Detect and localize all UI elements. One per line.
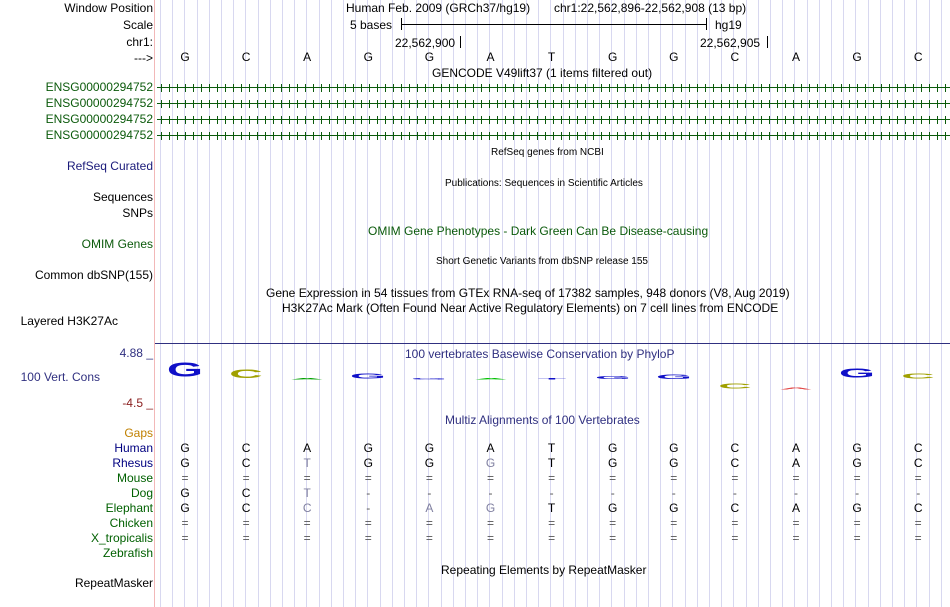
alignment-base: - <box>732 486 737 500</box>
gencode-gene-1[interactable] <box>157 84 950 92</box>
scale-bar-right-tick <box>706 18 707 30</box>
alignment-base: G <box>669 501 679 515</box>
alignment-base: G <box>669 441 679 455</box>
alignment-base: G <box>608 501 618 515</box>
alignment-base: C <box>913 501 923 515</box>
alignment-base: = <box>425 516 433 530</box>
alignment-base: C <box>241 486 251 500</box>
species-label[interactable]: X_tropicalis <box>90 531 153 545</box>
label-sequences[interactable]: Sequences <box>92 190 153 204</box>
alignment-base: = <box>364 531 372 545</box>
gencode-gene-3[interactable] <box>157 116 950 124</box>
alignment-base: = <box>181 516 189 530</box>
alignment-base: = <box>303 471 311 485</box>
phylop-track-title: 100 vertebrates Basewise Conservation by PhyloP <box>405 347 675 361</box>
species-label[interactable]: Human <box>114 441 153 455</box>
base-letter: G <box>669 50 679 64</box>
alignment-base: = <box>670 531 678 545</box>
coord-label-2: 22,562,905 <box>700 36 761 50</box>
alignment-base: C <box>302 501 312 515</box>
alignment-base: A <box>791 456 800 470</box>
base-letter: G <box>363 50 373 64</box>
alignment-base: T <box>547 441 556 455</box>
label-omim-genes[interactable]: OMIM Genes <box>81 237 153 251</box>
alignment-base: - <box>549 486 554 500</box>
alignment-base: = <box>364 471 372 485</box>
alignment-base: A <box>791 441 800 455</box>
scale-bases-label: 5 bases <box>350 18 393 32</box>
alignment-base: C <box>241 456 251 470</box>
alignment-base: = <box>914 516 922 530</box>
alignment-base: G <box>852 501 862 515</box>
label-gaps[interactable]: Gaps <box>124 426 153 440</box>
alignment-base: C <box>730 456 740 470</box>
alignment-base: - <box>610 486 615 500</box>
alignment-base: G <box>669 456 679 470</box>
alignment-base: = <box>731 531 739 545</box>
conservation-letter: G <box>655 373 692 381</box>
label-cons-min: -4.5 _ <box>122 396 153 410</box>
conservation-letter: G <box>411 377 448 381</box>
conservation-letter: G <box>167 357 203 381</box>
species-label[interactable]: Chicken <box>109 516 153 530</box>
label-gencode-4[interactable]: ENSG00000294752 <box>45 128 153 142</box>
alignment-base: T <box>303 456 311 470</box>
alignment-base: = <box>486 471 494 485</box>
alignment-base: G <box>180 456 190 470</box>
alignment-base: A <box>425 501 434 515</box>
alignment-base: = <box>914 531 922 545</box>
alignment-base: G <box>608 441 618 455</box>
conservation-letter: A <box>779 387 813 391</box>
alignment-base: A <box>486 441 495 455</box>
alignment-base: = <box>425 471 433 485</box>
gencode-gene-2[interactable] <box>157 100 950 108</box>
alignment-base: - <box>366 486 371 500</box>
alignment-base: = <box>670 471 678 485</box>
conservation-letter: C <box>901 372 935 381</box>
label-window-position[interactable]: Window Position <box>64 1 153 15</box>
alignment-base: = <box>731 516 739 530</box>
species-label[interactable]: Zebrafish <box>102 546 153 560</box>
alignment-base: T <box>547 501 556 515</box>
label-divider <box>154 0 155 607</box>
alignment-base: = <box>486 516 494 530</box>
species-label[interactable]: Rhesus <box>112 456 153 470</box>
conservation-letter: T <box>537 377 566 381</box>
alignment-base: G <box>363 441 373 455</box>
assembly-name: Human Feb. 2009 (GRCh37/hg19) <box>346 1 531 15</box>
conservation-letter: C <box>718 382 752 391</box>
alignment-base: = <box>364 516 372 530</box>
alignment-base: = <box>181 531 189 545</box>
alignment-base: = <box>486 531 494 545</box>
alignment-base: C <box>730 441 740 455</box>
alignment-base: G <box>180 441 190 455</box>
label-gencode-1[interactable]: ENSG00000294752 <box>45 80 153 94</box>
base-letter: G <box>424 50 435 64</box>
alignment-base: = <box>731 471 739 485</box>
alignment-base: G <box>852 456 862 470</box>
base-letter: C <box>913 50 923 64</box>
coord-tick-1 <box>460 36 461 48</box>
alignment-base: - <box>794 486 798 500</box>
alignment-base: = <box>548 516 556 530</box>
h3k27ac-track-title: H3K27Ac Mark (Often Found Near Active Regulatory Elements) on 7 cell lines from ENCODE <box>282 301 779 315</box>
alignment-base: C <box>241 501 251 515</box>
label-common-dbsnp[interactable]: Common dbSNP(155) <box>34 268 153 282</box>
label-strand-arrow[interactable]: ---> <box>134 51 153 65</box>
alignment-base: = <box>181 471 189 485</box>
alignment-base: = <box>242 471 250 485</box>
base-letter: C <box>241 50 251 64</box>
species-label[interactable]: Elephant <box>105 501 153 515</box>
base-letter: G <box>852 50 862 64</box>
label-layered-h3k27ac[interactable]: Layered H3K27Ac <box>20 314 118 328</box>
alignment-base: - <box>855 486 860 500</box>
publications-track-title: Publications: Sequences in Scientific Articles <box>445 178 643 189</box>
alignment-base: G <box>608 456 618 470</box>
alignment-base: A <box>303 441 312 455</box>
conservation-letter: A <box>473 377 508 381</box>
alignment-base: G <box>485 501 496 515</box>
conservation-letter: A <box>290 377 324 381</box>
label-repeatmasker[interactable]: RepeatMasker <box>74 576 153 590</box>
coord-tick-2 <box>767 36 768 48</box>
alignment-base: = <box>548 471 556 485</box>
dbsnp-track-title: Short Genetic Variants from dbSNP release 155 <box>436 256 648 267</box>
alignment-base: G <box>485 456 496 470</box>
base-letter: G <box>180 50 190 64</box>
alignment-base: G <box>180 501 190 515</box>
gencode-gene-4[interactable] <box>157 132 950 140</box>
omim-track-title: OMIM Gene Phenotypes - Dark Green Can Be Disease-causing <box>368 224 709 238</box>
label-refseq-curated[interactable]: RefSeq Curated <box>66 159 153 173</box>
alignment-base: = <box>914 471 922 485</box>
alignment-base: = <box>425 531 433 545</box>
alignment-base: G <box>424 456 435 470</box>
label-gencode-2[interactable]: ENSG00000294752 <box>45 96 153 110</box>
species-label[interactable]: Mouse <box>116 471 153 485</box>
label-cons-max: 4.88 _ <box>119 346 153 360</box>
alignment-base: = <box>609 471 617 485</box>
label-gencode-3[interactable]: ENSG00000294752 <box>45 112 153 126</box>
repeatmasker-track-title: Repeating Elements by RepeatMasker <box>441 563 647 577</box>
label-scale[interactable]: Scale <box>122 18 153 32</box>
alignment-base: = <box>303 531 311 545</box>
refseq-track-title: RefSeq genes from NCBI <box>491 147 604 158</box>
alignment-base: - <box>366 501 371 515</box>
alignment-base: C <box>913 441 923 455</box>
conservation-letter: G <box>350 372 387 381</box>
alignment-base: = <box>853 471 861 485</box>
alignment-base: T <box>547 456 556 470</box>
species-label[interactable]: Dog <box>130 486 153 500</box>
alignment-base: G <box>424 441 435 455</box>
base-letter: T <box>547 50 556 64</box>
alignment-base: G <box>363 456 373 470</box>
base-letter: A <box>791 50 800 64</box>
conservation-letter: C <box>229 366 263 381</box>
window-position-value: chr1:22,562,896-22,562,908 (13 bp) <box>554 1 747 15</box>
alignment-base: - <box>671 486 676 500</box>
scale-bar-left-tick <box>401 18 402 30</box>
alignment-base: A <box>791 501 800 515</box>
coord-label-1: 22,562,900 <box>395 36 456 50</box>
alignment-base: = <box>242 516 250 530</box>
alignment-base: = <box>303 516 311 530</box>
alignment-base: = <box>609 531 617 545</box>
alignment-base: = <box>242 531 250 545</box>
alignment-base: = <box>670 516 678 530</box>
alignment-base: - <box>916 486 921 500</box>
alignment-base: = <box>792 531 800 545</box>
alignment-base: C <box>913 456 923 470</box>
conservation-top-line <box>155 343 950 344</box>
base-letter: C <box>730 50 740 64</box>
multiz-track-title: Multiz Alignments of 100 Vertebrates <box>445 413 640 427</box>
alignment-base: = <box>853 531 861 545</box>
alignment-base: - <box>427 486 432 500</box>
label-snps[interactable]: SNPs <box>122 206 153 220</box>
alignment-base: = <box>792 471 800 485</box>
alignment-base: = <box>548 531 556 545</box>
gencode-track-title: GENCODE V49lift37 (1 items filtered out) <box>432 66 653 80</box>
alignment-base: G <box>180 486 190 500</box>
gtex-track-title: Gene Expression in 54 tissues from GTEx RNA-seq of 17382 samples, 948 donors (V8, Aug 2019) <box>266 286 790 300</box>
alignment-base: = <box>853 516 861 530</box>
scale-bar <box>401 24 706 25</box>
alignment-base: - <box>488 486 493 500</box>
alignment-base: G <box>852 441 862 455</box>
label-chr[interactable]: chr1: <box>126 35 153 49</box>
base-letter: A <box>303 50 312 64</box>
alignment-base: = <box>792 516 800 530</box>
scale-db-label: hg19 <box>715 18 742 32</box>
alignment-base: T <box>303 486 311 500</box>
base-letter: G <box>608 50 618 64</box>
conservation-letter: G <box>839 365 876 381</box>
alignment-base: C <box>730 501 740 515</box>
base-letter: A <box>486 50 495 64</box>
label-100-vert-cons[interactable]: 100 Vert. Cons <box>20 370 100 384</box>
conservation-letter: G <box>594 374 631 381</box>
alignment-base: = <box>609 516 617 530</box>
alignment-base: C <box>241 441 251 455</box>
